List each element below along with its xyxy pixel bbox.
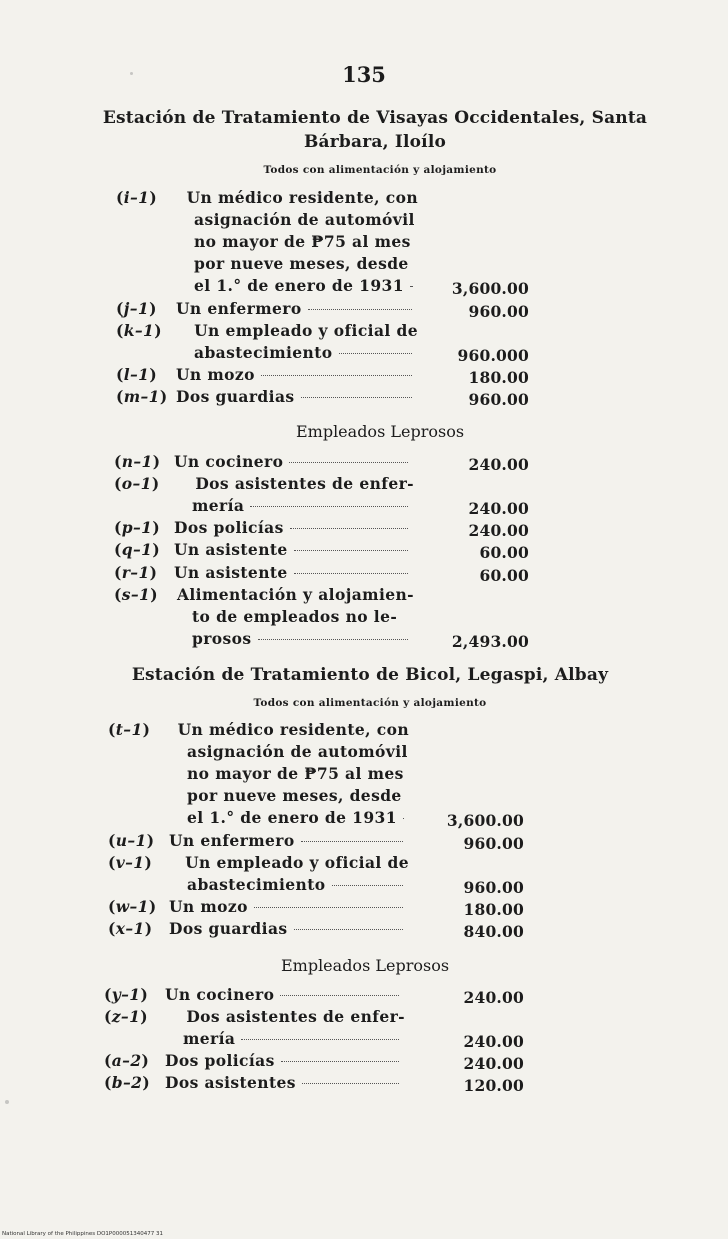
entry-text: Un cocinero	[165, 985, 275, 1004]
entry-amount: 120.00	[463, 1076, 524, 1096]
entry-amount: 60.00	[479, 543, 529, 563]
entry-text: no mayor de ₱75 al mes	[194, 232, 411, 252]
entry-text: Un enfermero	[169, 830, 295, 850]
entry-label: (a–2)	[104, 1051, 150, 1071]
entry-line	[104, 985, 405, 1007]
footer-source-stamp: National Library of the Philippines DO1P000051340477 31	[2, 1231, 163, 1237]
entry-label-text: u–1	[115, 830, 147, 850]
entry-label: (x–1)	[108, 918, 153, 938]
entry-label-text: k–1	[123, 320, 155, 340]
entry-line	[116, 299, 418, 321]
entry-text: Un médico residente, con	[177, 720, 409, 739]
leader-dots	[294, 929, 403, 930]
entry-label-text: y–1	[111, 985, 141, 1004]
section-subtitle: Todos con alimentación y alojamiento	[253, 697, 487, 709]
leader-dots	[250, 506, 408, 507]
entry-text: Un mozo	[169, 896, 248, 916]
entry-amount: 960.00	[463, 833, 524, 853]
leader-dots	[289, 462, 408, 463]
entry-text: asignación de automóvil	[187, 742, 408, 762]
entry-line	[187, 742, 409, 764]
entry-label: (n–1)	[114, 452, 161, 471]
entry-line	[108, 853, 409, 875]
entry-amount: 3,600.00	[446, 811, 524, 831]
leader-dots	[258, 639, 408, 640]
entry-amount: 2,493.00	[451, 631, 529, 651]
leader-dots	[241, 1039, 399, 1040]
leader-dots	[294, 550, 408, 551]
entry-line	[104, 1073, 405, 1095]
entry-label-text: b–2	[111, 1073, 143, 1093]
leader-dots	[308, 309, 412, 310]
entry-label: (v–1)	[108, 852, 153, 872]
leader-dots	[410, 286, 412, 287]
entry-text: Un empleado y oficial de	[185, 852, 409, 872]
entry-text: Dos policías	[174, 518, 284, 538]
entry-label: (y–1)	[104, 985, 149, 1004]
entry-text: por nueve meses, desde	[194, 254, 409, 274]
entry-label-text: l–1	[123, 364, 150, 384]
entry-label: (l–1)	[116, 364, 158, 384]
entry-line	[116, 365, 418, 387]
leader-dots	[294, 573, 408, 574]
entry-label-text: r–1	[121, 562, 150, 582]
entry-text: Dos guardias	[169, 918, 288, 938]
entry-line	[192, 496, 414, 518]
leader-dots	[290, 528, 408, 529]
entry-label: (w–1)	[108, 896, 157, 916]
entry-text: prosos	[192, 628, 252, 648]
entry-line	[104, 1007, 405, 1029]
entry-line	[192, 607, 414, 629]
entry-text: Alimentación y alojamien-	[176, 584, 414, 604]
entry-label: (u–1)	[108, 830, 155, 850]
leader-dots	[332, 885, 403, 886]
entry-label-text: s–1	[121, 584, 151, 604]
entry-text: mería	[183, 1029, 236, 1049]
entry-amount: 960.00	[468, 301, 529, 321]
section-subtitle: Todos con alimentación y alojamiento	[263, 164, 497, 176]
entry-text: por nueve meses, desde	[187, 786, 402, 806]
entry-line	[116, 321, 418, 343]
entry-line	[108, 720, 409, 742]
leader-dots	[261, 375, 412, 376]
entry-text: Un empleado y oficial de	[194, 320, 418, 340]
section-title-line: Estación de Tratamiento de Bicol, Legaspi, Albay	[131, 665, 609, 685]
entry-label-text: w–1	[115, 896, 149, 916]
entry-label-text: q–1	[121, 540, 153, 560]
entry-label-text: j–1	[123, 298, 150, 318]
entry-line	[194, 232, 418, 254]
entry-line	[192, 629, 414, 651]
leader-dots	[254, 907, 403, 908]
entry-amount: 840.00	[463, 921, 524, 941]
entry-text: Un cocinero	[174, 452, 284, 471]
scan-speck	[130, 72, 133, 75]
entry-label-text: z–1	[111, 1007, 141, 1027]
entry-amount: 240.00	[463, 1054, 524, 1074]
entry-label: (o–1)	[114, 474, 160, 494]
subheading-empleados-leprosos: Empleados Leprosos	[280, 956, 450, 975]
entry-amount: 960.000	[457, 345, 529, 365]
entry-label: (q–1)	[114, 540, 161, 560]
leader-dots	[301, 841, 403, 842]
subheading-empleados-leprosos: Empleados Leprosos	[295, 422, 465, 441]
entry-text: Dos guardias	[176, 386, 295, 406]
entry-text: Un asistente	[174, 562, 288, 582]
entry-amount: 240.00	[468, 521, 529, 541]
entry-text: Un médico residente, con	[186, 188, 418, 207]
entry-line	[187, 808, 409, 830]
entry-label-text: n–1	[121, 452, 153, 471]
entry-text: Un asistente	[174, 540, 288, 560]
leader-dots	[302, 1083, 399, 1084]
entry-amount: 3,600.00	[451, 279, 529, 299]
entry-line	[194, 276, 418, 298]
entry-label: (j–1)	[116, 298, 157, 318]
entry-text: Dos policías	[165, 1051, 275, 1071]
entry-label: (r–1)	[114, 562, 158, 582]
entry-label: (p–1)	[114, 518, 161, 538]
entry-line	[108, 897, 409, 919]
entry-line	[114, 518, 414, 540]
entry-line	[194, 343, 418, 365]
entry-text: asignación de automóvil	[194, 210, 415, 230]
entry-amount: 240.00	[463, 1032, 524, 1052]
entry-line	[108, 831, 409, 853]
leader-dots	[301, 397, 412, 398]
section-title-visayas	[95, 106, 655, 154]
entry-line	[114, 540, 414, 562]
entry-line	[187, 875, 409, 897]
entry-text: Un mozo	[176, 364, 255, 384]
entry-label-text: v–1	[115, 852, 145, 872]
entry-text: to de empleados no le-	[192, 606, 398, 626]
section-title-line: Estación de Tratamiento de Visayas Occidentales, Santa	[102, 108, 648, 128]
entry-text: Un enfermero	[176, 298, 302, 318]
entry-line	[116, 188, 418, 210]
entry-line	[114, 585, 414, 607]
entry-label: (k–1)	[116, 320, 162, 340]
entry-label-text: o–1	[121, 474, 152, 494]
entry-label: (m–1)	[116, 386, 168, 406]
entry-line	[187, 786, 409, 808]
entry-amount: 180.00	[463, 899, 524, 919]
entry-label-text: a–2	[111, 1051, 142, 1071]
section-title-line: Bárbara, Iloílo	[303, 132, 447, 152]
section-title-bicol	[90, 663, 650, 687]
entry-line	[114, 563, 414, 585]
entry-amount: 240.00	[468, 455, 529, 474]
page-number: 135	[342, 62, 386, 87]
entry-label-text: i–1	[123, 188, 150, 207]
entry-text: el 1.° de enero de 1931	[187, 808, 397, 828]
entry-line	[108, 919, 409, 941]
entry-label: (z–1)	[104, 1007, 149, 1027]
entry-amount: 240.00	[468, 499, 529, 519]
entry-line	[187, 764, 409, 786]
entry-label: (b–2)	[104, 1073, 151, 1093]
scan-speck	[5, 1100, 9, 1104]
entry-line	[183, 1029, 405, 1051]
leader-dots	[280, 995, 399, 996]
entry-label: (i–1)	[116, 188, 158, 207]
entry-label-text: x–1	[115, 918, 145, 938]
entry-text: abastecimiento	[194, 342, 333, 362]
leader-dots	[281, 1061, 399, 1062]
entry-text: no mayor de ₱75 al mes	[187, 764, 404, 784]
entry-line	[194, 254, 418, 276]
entry-label-text: t–1	[115, 720, 143, 739]
entry-amount: 60.00	[479, 565, 529, 585]
entry-line	[104, 1051, 405, 1073]
entry-text: mería	[192, 496, 245, 516]
entry-text: el 1.° de enero de 1931	[194, 276, 404, 296]
entry-amount: 180.00	[468, 367, 529, 387]
entry-line	[194, 210, 418, 232]
leader-dots	[339, 353, 412, 354]
entry-label-text: p–1	[121, 518, 153, 538]
entry-text: Dos asistentes	[165, 1073, 296, 1093]
entry-line	[114, 474, 414, 496]
entry-label: (s–1)	[114, 584, 158, 604]
entry-amount: 960.00	[463, 877, 524, 897]
entry-line	[116, 387, 418, 409]
entry-amount: 240.00	[463, 988, 524, 1007]
entry-amount: 960.00	[468, 389, 529, 409]
entry-label-text: m–1	[123, 386, 160, 406]
entry-text: Dos asistentes de enfer-	[186, 1007, 405, 1027]
entry-text: Dos asistentes de enfer-	[195, 474, 414, 494]
entry-text: abastecimiento	[187, 874, 326, 894]
entry-line	[114, 452, 414, 474]
entry-label: (t–1)	[108, 720, 151, 739]
